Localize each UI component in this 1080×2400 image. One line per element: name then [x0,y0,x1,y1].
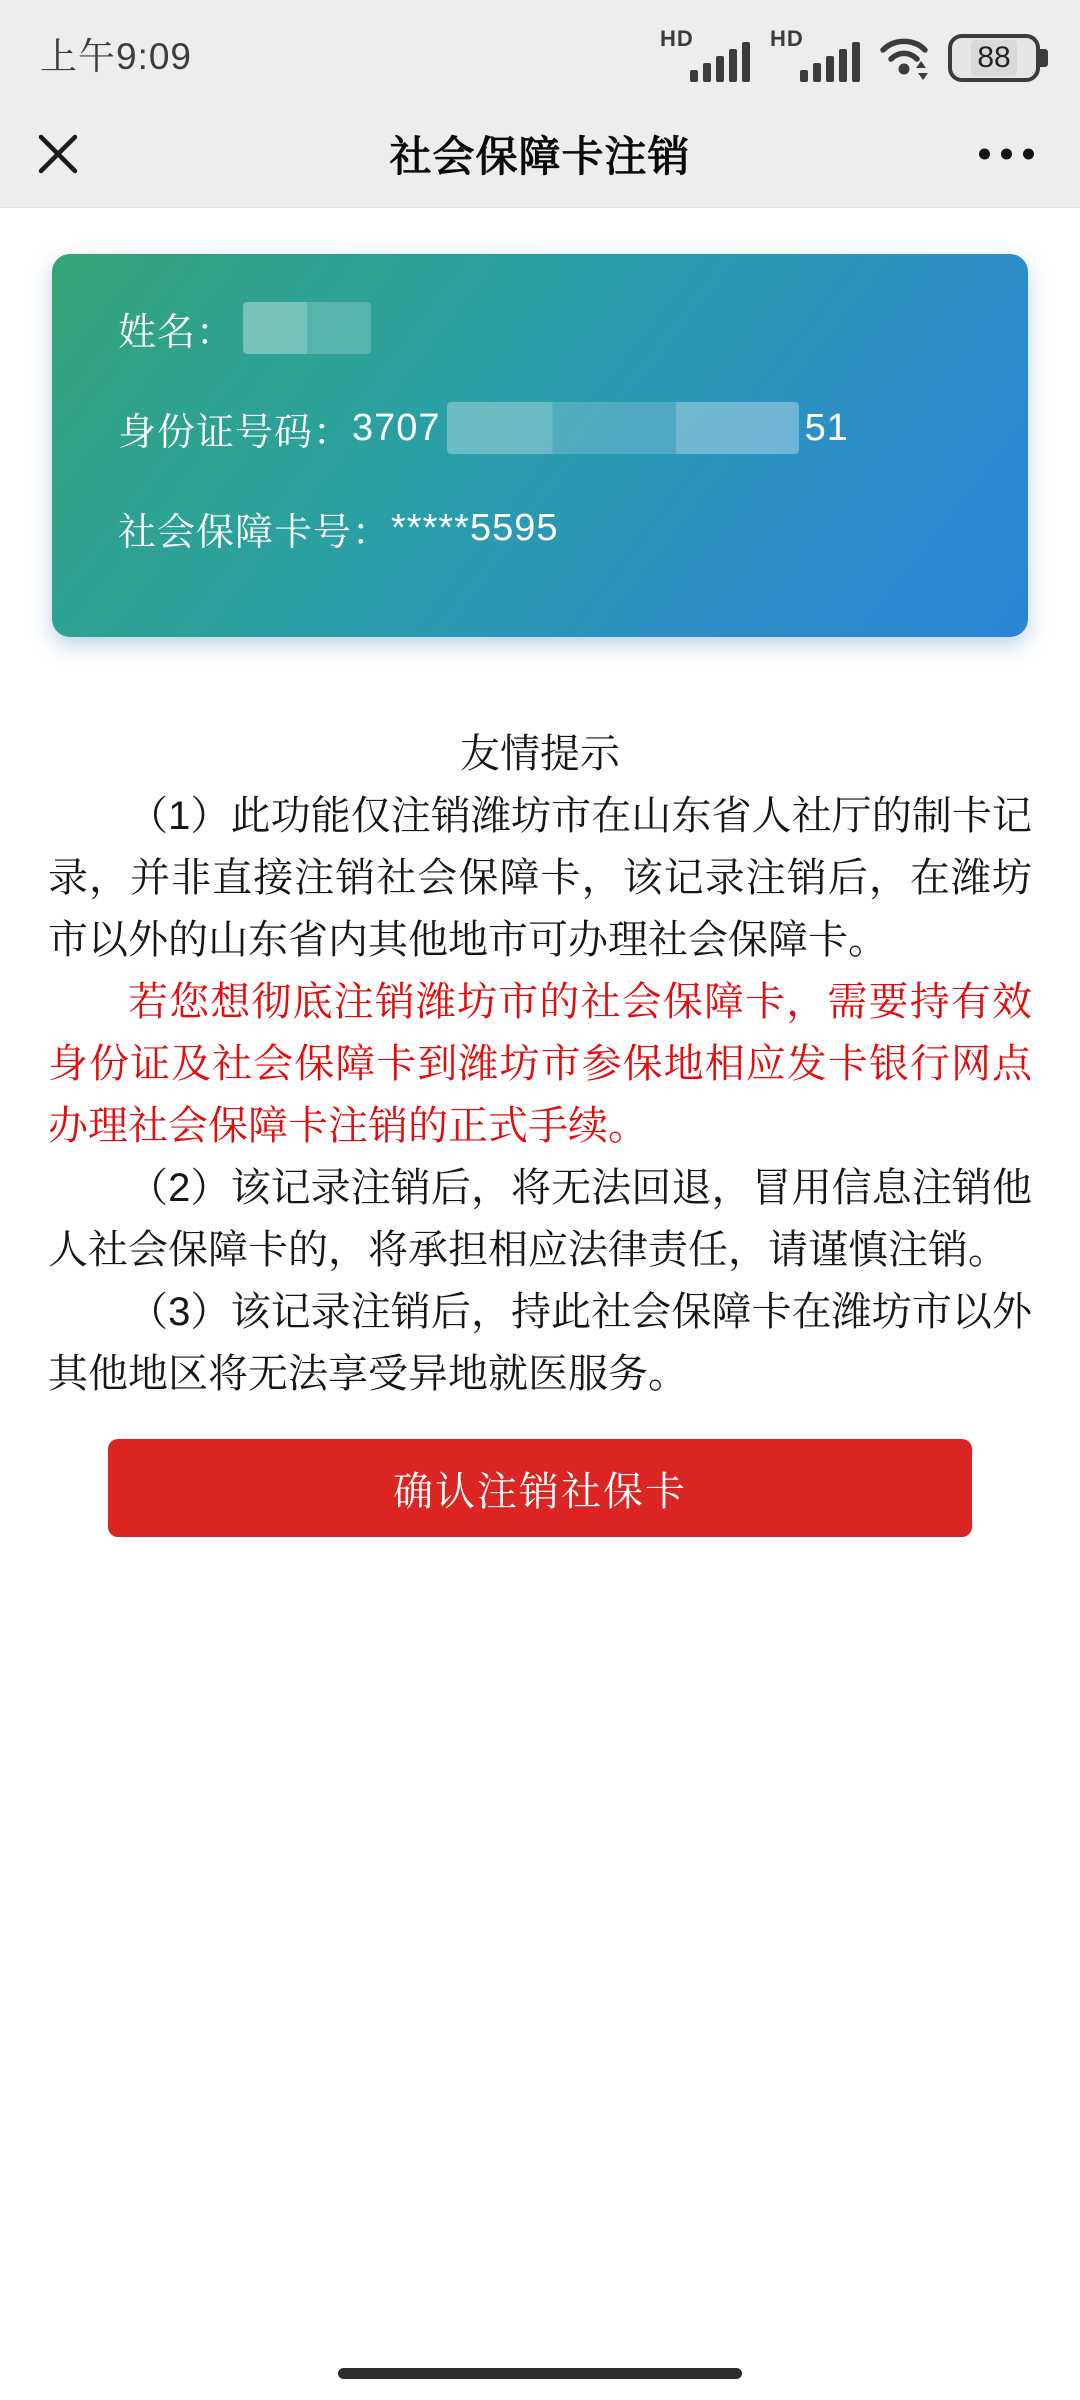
name-value-redacted [243,302,371,354]
home-indicator-bar[interactable] [338,2368,742,2379]
status-time: 上午9:09 [40,36,193,77]
id-middle-redacted [447,402,799,454]
hd-badge: HD [660,26,694,51]
tip-paragraph-warning: 若您想彻底注销潍坊市的社会保障卡，需要持有效身份证及社会保障卡到潍坊市参保地相应发卡银行网点办理社会保障卡注销的正式手续。 [48,980,1032,1148]
cellular-signal-icon-2 [770,26,862,84]
battery-icon [948,34,1040,82]
wifi-icon [880,30,930,84]
social-security-card-info [52,254,1028,637]
tips-heading: 友情提示 [460,732,620,776]
ssc-value: *****5595 [391,506,559,549]
tip-paragraph-3: （3）该记录注销后，持此社会保障卡在潍坊市以外其他地区将无法享受异地就医服务。 [48,1290,1032,1396]
id-label: 身份证号码： [118,411,353,454]
id-number-row [118,404,1028,452]
battery-percent: 88 [971,40,1016,76]
signal-bars-icon [690,40,752,82]
status-bar [0,0,1080,100]
signal-bars-icon [800,40,862,82]
page-title: 社会保障卡注销 [389,132,691,180]
name-row [118,304,1028,352]
id-prefix: 3707 [352,406,441,449]
tip-paragraph-1: （1）此功能仅注销潍坊市在山东省人社厅的制卡记录，并非直接注销社会保障卡，该记录注销后，在潍坊市以外的山东省内其他地市可办理社会保障卡。 [48,794,1032,962]
name-label: 姓名： [118,311,236,354]
more-menu-icon[interactable] [979,138,1034,169]
hd-badge: HD [770,26,804,51]
tip-paragraph-2: （2）该记录注销后，将无法回退，冒用信息注销他人社会保障卡的，将承担相应法律责任，请谨慎注销。 [48,1166,1032,1272]
ssc-number-row [118,504,1028,552]
app-header [0,0,1080,208]
nav-bar [0,100,1080,207]
friendly-tips-section [48,723,1032,1405]
confirm-cancel-card-button[interactable]: 确认注销社保卡 [108,1439,972,1537]
cellular-signal-icon-1 [660,26,752,84]
ssc-label: 社会保障卡号： [118,511,392,554]
id-suffix: 51 [804,406,849,449]
close-icon[interactable] [34,130,82,178]
status-icons [660,16,1040,84]
